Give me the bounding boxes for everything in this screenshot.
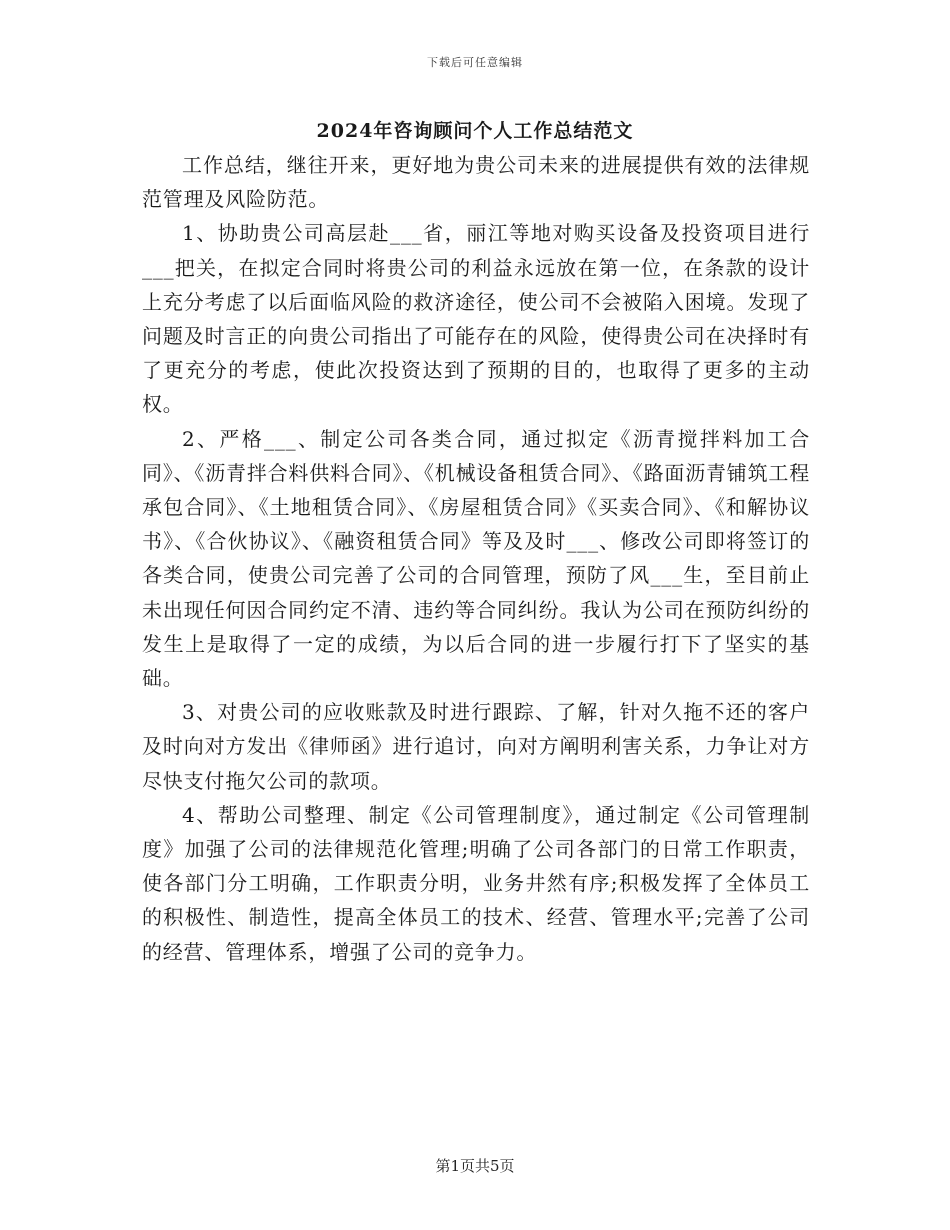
page-number: 第1页共5页	[435, 1157, 515, 1175]
paragraph-2: 2、严格___、制定公司各类合同，通过拟定《沥青搅拌料加工合同》、《沥青拌合料供料合同》、《机械设备租赁合同》、《路面沥青铺筑工程承包合同》、《土地租赁合同》、《房屋租赁合同》《买卖合同》、《和解协议书》、《合伙协议》、《融资租赁合同》等及及时___、修改公司即将签订的各类合同，使贵公司完善了公司的合同管理，预防了风___生，至目前止未出现任何因合同约定不清、违约等合同纠纷。我认为公司在预防纠纷的发生上是取得了一定的成绩，为以后合同的进一步履行打下了坚实的基础。	[142, 426, 810, 691]
document-body	[142, 148, 810, 969]
paragraph-intro: 工作总结，继往开来，更好地为贵公司未来的进展提供有效的法律规范管理及风险防范。	[142, 153, 810, 212]
header-note: 下载后可任意编辑	[427, 56, 523, 69]
paragraph-1: 1、协助贵公司高层赴___省，丽江等地对购买设备及投资项目进行___把关，在拟定合同时将贵公司的利益永远放在第一位，在条款的设计上充分考虑了以后面临风险的救济途径，使公司不会被陷入困境。发现了问题及时言正的向贵公司指出了可能存在的风险，使得贵公司在决择时有了更充分的考虑，使此次投资达到了预期的目的，也取得了更多的主动权。	[142, 221, 810, 417]
paragraph-3: 3、对贵公司的应收账款及时进行跟踪、了解，针对久拖不还的客户及时向对方发出《律师函》进行追讨，向对方阐明利害关系，力争让对方尽快支付拖欠公司的款项。	[142, 700, 810, 793]
document-title: 2024年咨询顾问个人工作总结范文	[316, 120, 634, 142]
paragraph-4: 4、帮助公司整理、制定《公司管理制度》，通过制定《公司管理制度》加强了公司的法律规范化管理;明确了公司各部门的日常工作职责，使各部门分工明确，工作职责分明，业务井然有序;积极发挥了全体员工的积极性、制造性，提高全体员工的技术、经营、管理水平;完善了公司的经营、管理体系，增强了公司的竞争力。	[142, 802, 810, 964]
